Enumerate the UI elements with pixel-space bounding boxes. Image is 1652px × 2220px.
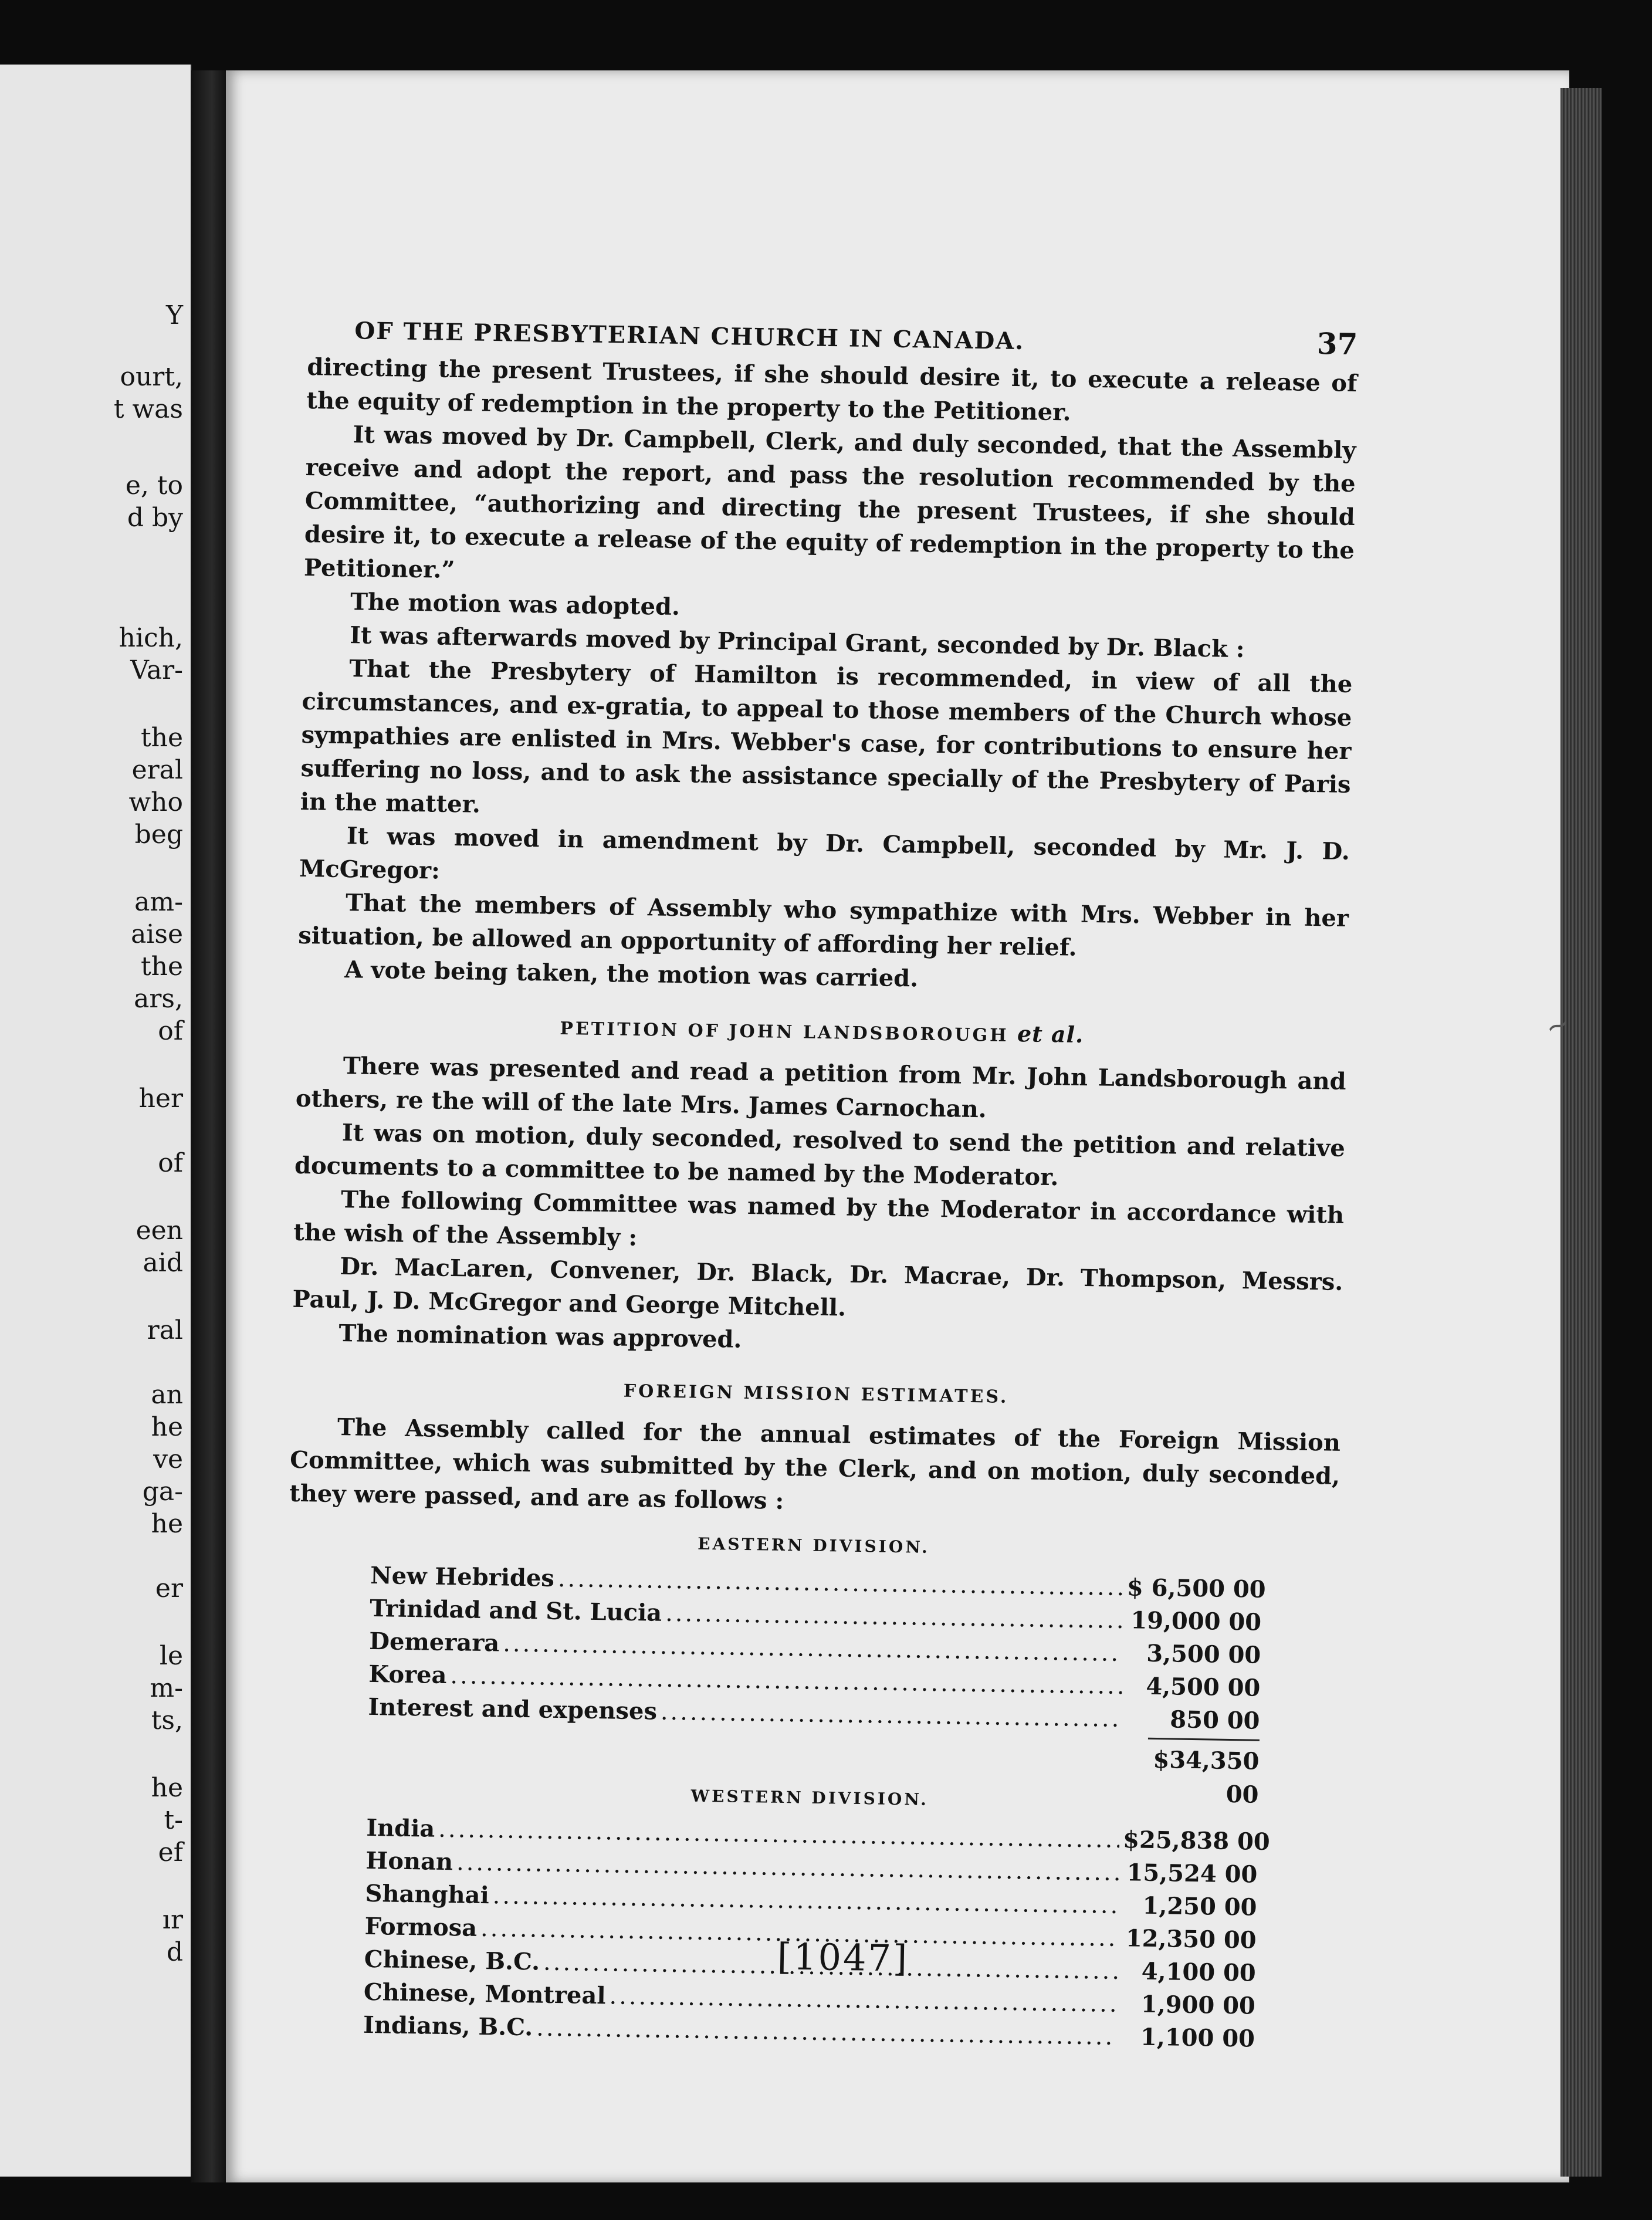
left-fragment: of: [158, 1148, 183, 1178]
paragraph: It was on motion, duly seconded, resolved to send the petition and relative documents to a committee to be named by the Moderator.: [294, 1119, 1346, 1192]
estimate-amount: 1,900 00: [1140, 1990, 1256, 2020]
left-fragment: ga-: [142, 1477, 183, 1507]
paragraph: It was moved in amendment by Dr. Campbell, seconded by Mr. J. D. McGregor:: [299, 822, 1350, 885]
estimate-amount: 4,100 00: [1141, 1957, 1257, 1987]
estimate-amount: 3,500 00: [1146, 1639, 1261, 1669]
right-page: [226, 70, 1569, 2182]
estimate-label: Interest and expenses: [368, 1693, 658, 1725]
paragraph: Dr. MacLaren, Convener, Dr. Black, Dr. Macrae, Dr. Thompson, Messrs. Paul, J. D. McGregor and George Mitchell.: [292, 1253, 1343, 1322]
page-content: [281, 311, 1358, 2056]
paragraph: That the Presbytery of Hamilton is recommended, in view of all the circumstances, and ex-gratia, to appeal to those members of the Church whose sympathies are enlisted in Mrs. Webber's case, for contributions to ensure her suffering no loss, and to ask the assistance specially of the Presbytery of Paris in the matter.: [300, 655, 1353, 818]
paragraph: It was moved by Dr. Campbell, Clerk, and duly seconded, that the Assembly receive and adopt the report, and pass the resolution recommended by the Committee, “authorizing and directing the present Trustees, if she should desire it, to execute a release of the equity of redemption in the property to the Petitioner.”: [303, 421, 1356, 584]
left-fragment: ral: [147, 1315, 183, 1345]
western-division-heading: WESTERN DIVISION.: [690, 1786, 929, 1809]
left-fragment: t was: [113, 394, 183, 424]
page-edges: [1560, 88, 1602, 2177]
left-fragment: he: [151, 1773, 183, 1803]
left-fragment: am-: [134, 887, 183, 917]
estimate-label: Trinidad and St. Lucia: [369, 1594, 662, 1627]
left-fragment: ars,: [134, 984, 183, 1014]
paragraph: directing the present Trustees, if she should desire it, to execute a release of the equity of redemption in the property to the Petitioner.: [306, 353, 1358, 427]
left-page-fragment: [0, 65, 192, 2177]
estimate-label: Honan: [365, 1846, 453, 1876]
left-fragment: m-: [150, 1673, 183, 1703]
estimate-label: Shanghai: [365, 1879, 490, 1910]
paragraph: The following Committee was named by the Moderator in accordance with the wish of the Assembly :: [293, 1186, 1345, 1252]
estimate-label: Chinese, B.C.: [364, 1945, 540, 1976]
left-fragment: he: [151, 1509, 183, 1539]
estimate-amount: 15,524 00: [1126, 1859, 1258, 1889]
left-fragment: an: [151, 1380, 183, 1410]
signature-number: [1047]: [777, 1935, 909, 1980]
left-fragment: aise: [131, 919, 183, 949]
estimate-amount: 4,500 00: [1146, 1672, 1261, 1702]
estimate-label: Formosa: [364, 1912, 478, 1942]
running-title: OF THE PRESBYTERIAN CHURCH IN CANADA.: [354, 317, 1025, 356]
dot-leader: [660, 1696, 1121, 1736]
left-fragment: e, to: [125, 471, 183, 500]
estimate-amount: 1,100 00: [1140, 2023, 1255, 2053]
estimate-amount: $25,838 00: [1122, 1826, 1271, 1856]
left-fragment: beg: [134, 820, 183, 850]
paragraph: A vote being taken, the motion was carried.: [344, 956, 919, 993]
left-fragment: een: [136, 1216, 183, 1246]
petition-heading: PETITION OF JOHN LANDSBOROUGH: [560, 1018, 1009, 1046]
estimate-amount: 12,350 00: [1125, 1924, 1257, 1954]
left-fragment: the: [140, 952, 183, 982]
left-fragment: aid: [143, 1248, 183, 1278]
section-heading-petition: [296, 1006, 1347, 1058]
left-fragment: ır: [162, 1905, 183, 1935]
estimate-amount: $ 6,500 00: [1126, 1573, 1266, 1603]
left-fragment: Var-: [130, 655, 183, 685]
left-fragment: hich,: [119, 623, 183, 653]
left-fragment: d by: [127, 503, 183, 533]
left-fragment: the: [140, 723, 183, 753]
eastern-total: $34,350 00: [1153, 1745, 1260, 1809]
left-fragment: Y: [165, 300, 183, 330]
left-fragment: he: [151, 1412, 183, 1442]
pencil-mark-icon: ~: [1541, 1006, 1575, 1045]
paragraph: It was afterwards moved by Principal Grant, seconded by Dr. Black :: [349, 621, 1245, 664]
left-fragment: t-: [164, 1805, 183, 1835]
estimate-label: Korea: [368, 1660, 447, 1689]
estimate-label: Chinese, Montreal: [363, 1978, 606, 2010]
paragraph: The motion was adopted.: [350, 588, 681, 621]
western-estimates-table: [363, 1811, 1271, 2055]
left-fragment: ve: [153, 1444, 183, 1474]
left-fragment: ourt,: [120, 362, 183, 392]
petition-heading-suffix: et al.: [1017, 1020, 1084, 1048]
estimate-amount: 19,000 00: [1130, 1606, 1262, 1636]
paragraph: The nomination was approved.: [338, 1319, 742, 1353]
left-fragment: ef: [158, 1837, 183, 1867]
estimate-label: New Hebrides: [370, 1561, 555, 1592]
paragraph: That the members of Assembly who sympathize with Mrs. Webber in her situation, be allowed an opportunity of affording her relief.: [297, 889, 1349, 962]
page-number: 37: [1316, 326, 1358, 362]
left-fragment: of: [158, 1016, 183, 1046]
left-fragment: le: [159, 1641, 183, 1671]
estimate-amount: 850 00: [1170, 1705, 1260, 1735]
book-gutter: [191, 70, 226, 2182]
paragraph: The Assembly called for the annual estimates of the Foreign Mission Committee, which was submitted by the Clerk, and on motion, duly seconded, they were passed, and are as follows :: [289, 1413, 1341, 1515]
estimate-amount: 1,250 00: [1142, 1891, 1257, 1921]
left-fragment: eral: [131, 755, 183, 785]
paragraph: There was presented and read a petition from Mr. John Landsborough and others, re the will of the late Mrs. James Carnochan.: [295, 1052, 1346, 1123]
left-fragment: er: [155, 1573, 183, 1603]
left-fragment: ts,: [151, 1705, 183, 1735]
estimate-label: Indians, B.C.: [363, 2011, 533, 2042]
eastern-division-heading: EASTERN DIVISION.: [698, 1534, 930, 1557]
estimate-label: Demerara: [369, 1627, 500, 1657]
estimate-label: India: [366, 1813, 435, 1843]
left-fragment: her: [138, 1084, 183, 1114]
left-fragment: who: [128, 787, 183, 817]
left-fragment: d: [166, 1937, 183, 1967]
section-heading-foreign-mission: FOREIGN MISSION ESTIMATES.: [623, 1380, 1009, 1407]
